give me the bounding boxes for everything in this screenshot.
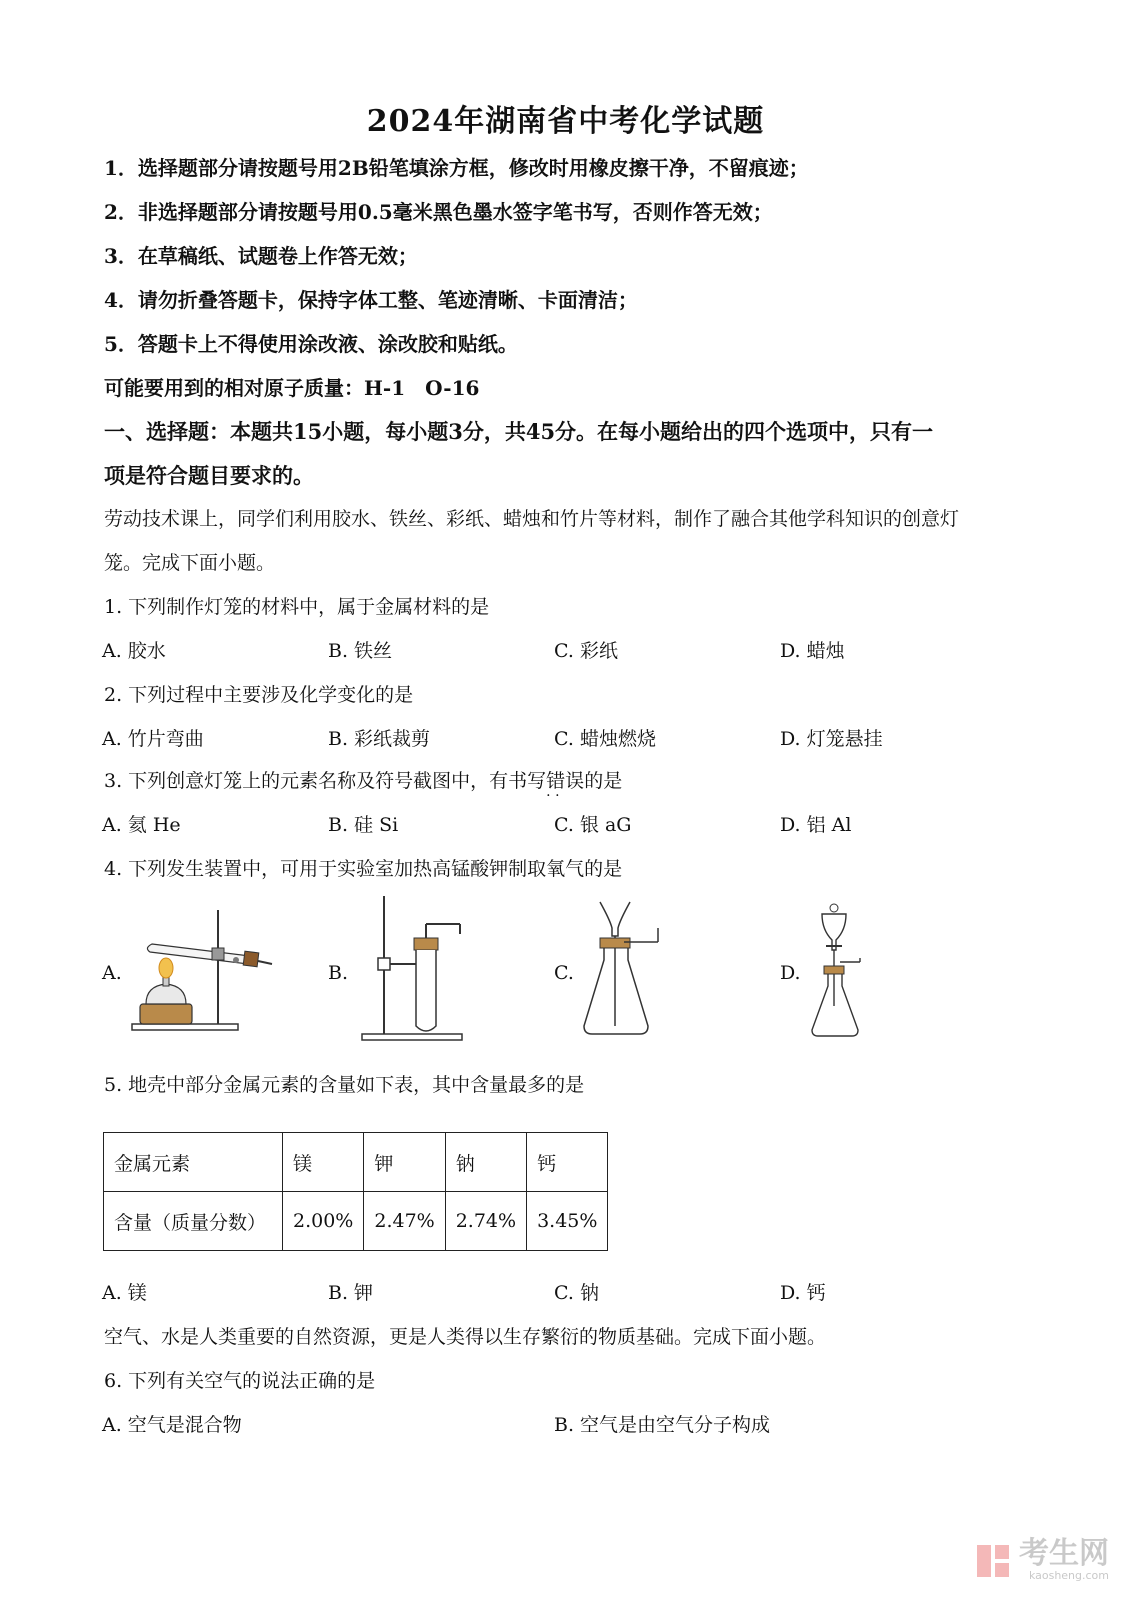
instruction-1: 1．选择题部分请按题号用2B铅笔填涂方框，修改时用橡皮擦干净，不留痕迹；: [104, 156, 809, 180]
table-cell: 2.74%: [445, 1192, 526, 1251]
watermark: [975, 1536, 1109, 1582]
table-cell: 金属元素: [104, 1133, 283, 1192]
table-cell: 钾: [364, 1133, 445, 1192]
q5-stem: 5. 地壳中部分金属元素的含量如下表，其中含量最多的是: [104, 1074, 585, 1096]
watermark-url: kaosheng.com: [1028, 1569, 1109, 1582]
q3-option-a: A. 氦 He: [102, 814, 181, 836]
q5-option-b: B. 钾: [328, 1282, 374, 1304]
q6-option-b: B. 空气是由空气分子构成: [554, 1414, 771, 1436]
q1-option-d: D. 蜡烛: [780, 640, 845, 662]
atomic-mass-note: 可能要用到的相对原子质量：H-1 O-16: [104, 376, 480, 400]
q3-option-d: D. 铝 Al: [780, 814, 852, 836]
q3-option-c: C. 银 aG: [554, 814, 632, 836]
table-cell: 3.45%: [527, 1192, 608, 1251]
table-cell: 钙: [527, 1133, 608, 1192]
q1-option-a: A. 胶水: [102, 640, 166, 662]
q4-option-c: C.: [554, 962, 574, 984]
q4-stem: 4. 下列发生装置中，可用于实验室加热高锰酸钾制取氧气的是: [104, 858, 623, 880]
table-row: [104, 1192, 608, 1251]
instruction-3: 3．在草稿纸、试题卷上作答无效；: [104, 244, 418, 268]
apparatus-c-conical-flask-funnel-icon: [578, 898, 662, 1040]
q3-stem-end: 的是: [584, 770, 623, 792]
section-heading-line1: 一、选择题：本题共15小题，每小题3分，共45分。在每小题给出的四个选项中，只有一: [104, 419, 934, 444]
q3-option-b: B. 硅 Si: [328, 814, 399, 836]
table-cell: 2.47%: [364, 1192, 445, 1251]
q3-stem-text: 3. 下列创意灯笼上的元素名称及符号截图中，有书写: [104, 770, 547, 792]
q2-stem: 2. 下列过程中主要涉及化学变化的是: [104, 684, 414, 706]
q4-option-a: A.: [102, 962, 122, 984]
q4-option-d: D.: [780, 962, 801, 984]
q3-stem: [104, 766, 622, 793]
q5-option-a: A. 镁: [102, 1282, 147, 1304]
q1-stem: 1. 下列制作灯笼的材料中，属于金属材料的是: [104, 596, 490, 618]
q6-option-a: A. 空气是混合物: [102, 1414, 242, 1436]
table-cell: 含量（质量分数）: [104, 1192, 283, 1251]
watermark-name: 考生网: [1019, 1536, 1109, 1571]
apparatus-d-separatory-funnel-flask-icon: [806, 902, 866, 1042]
table-cell: 镁: [283, 1133, 364, 1192]
kaosheng-logo-icon: [975, 1543, 1011, 1579]
q4-option-b: B.: [328, 962, 349, 984]
air-water-intro: 空气、水是人类重要的自然资源，更是人类得以生存繁衍的物质基础。完成下面小题。: [104, 1326, 827, 1348]
q2-option-a: A. 竹片弯曲: [102, 728, 204, 750]
q1-option-c: C. 彩纸: [554, 640, 618, 662]
q2-option-d: D. 灯笼悬挂: [780, 728, 883, 750]
instruction-4: 4．请勿折叠答题卡，保持字体工整、笔迹清晰、卡面清洁；: [104, 288, 638, 312]
q5-option-d: D. 钙: [780, 1282, 826, 1304]
q3-stem-emphasis: 错误 · ·: [546, 770, 584, 792]
q6-stem: 6. 下列有关空气的说法正确的是: [104, 1370, 376, 1392]
q2-option-b: B. 彩纸裁剪: [328, 728, 431, 750]
apparatus-b-test-tube-stand-icon: [356, 894, 468, 1046]
instruction-5: 5．答题卡上不得使用涂改液、涂改胶和贴纸。: [104, 332, 518, 356]
q2-option-c: C. 蜡烛燃烧: [554, 728, 656, 750]
table-cell: 钠: [445, 1133, 526, 1192]
page-title: 2024年湖南省中考化学试题: [366, 104, 765, 139]
metal-content-table: [103, 1132, 608, 1251]
q1-option-b: B. 铁丝: [328, 640, 393, 662]
table-header-row: [104, 1133, 608, 1192]
section-heading-line2: 项是符合题目要求的。: [104, 463, 314, 488]
lantern-intro-line2: 笼。完成下面小题。: [104, 552, 276, 574]
q5-option-c: C. 钠: [554, 1282, 599, 1304]
lantern-intro-line1: 劳动技术课上，同学们利用胶水、铁丝、彩纸、蜡烛和竹片等材料，制作了融合其他学科知识的创意灯: [104, 508, 960, 530]
table-cell: 2.00%: [283, 1192, 364, 1251]
instruction-2: 2．非选择题部分请按题号用0.5毫米黑色墨水签字笔书写，否则作答无效；: [104, 200, 773, 224]
apparatus-a-heating-tube-icon: [126, 904, 276, 1038]
